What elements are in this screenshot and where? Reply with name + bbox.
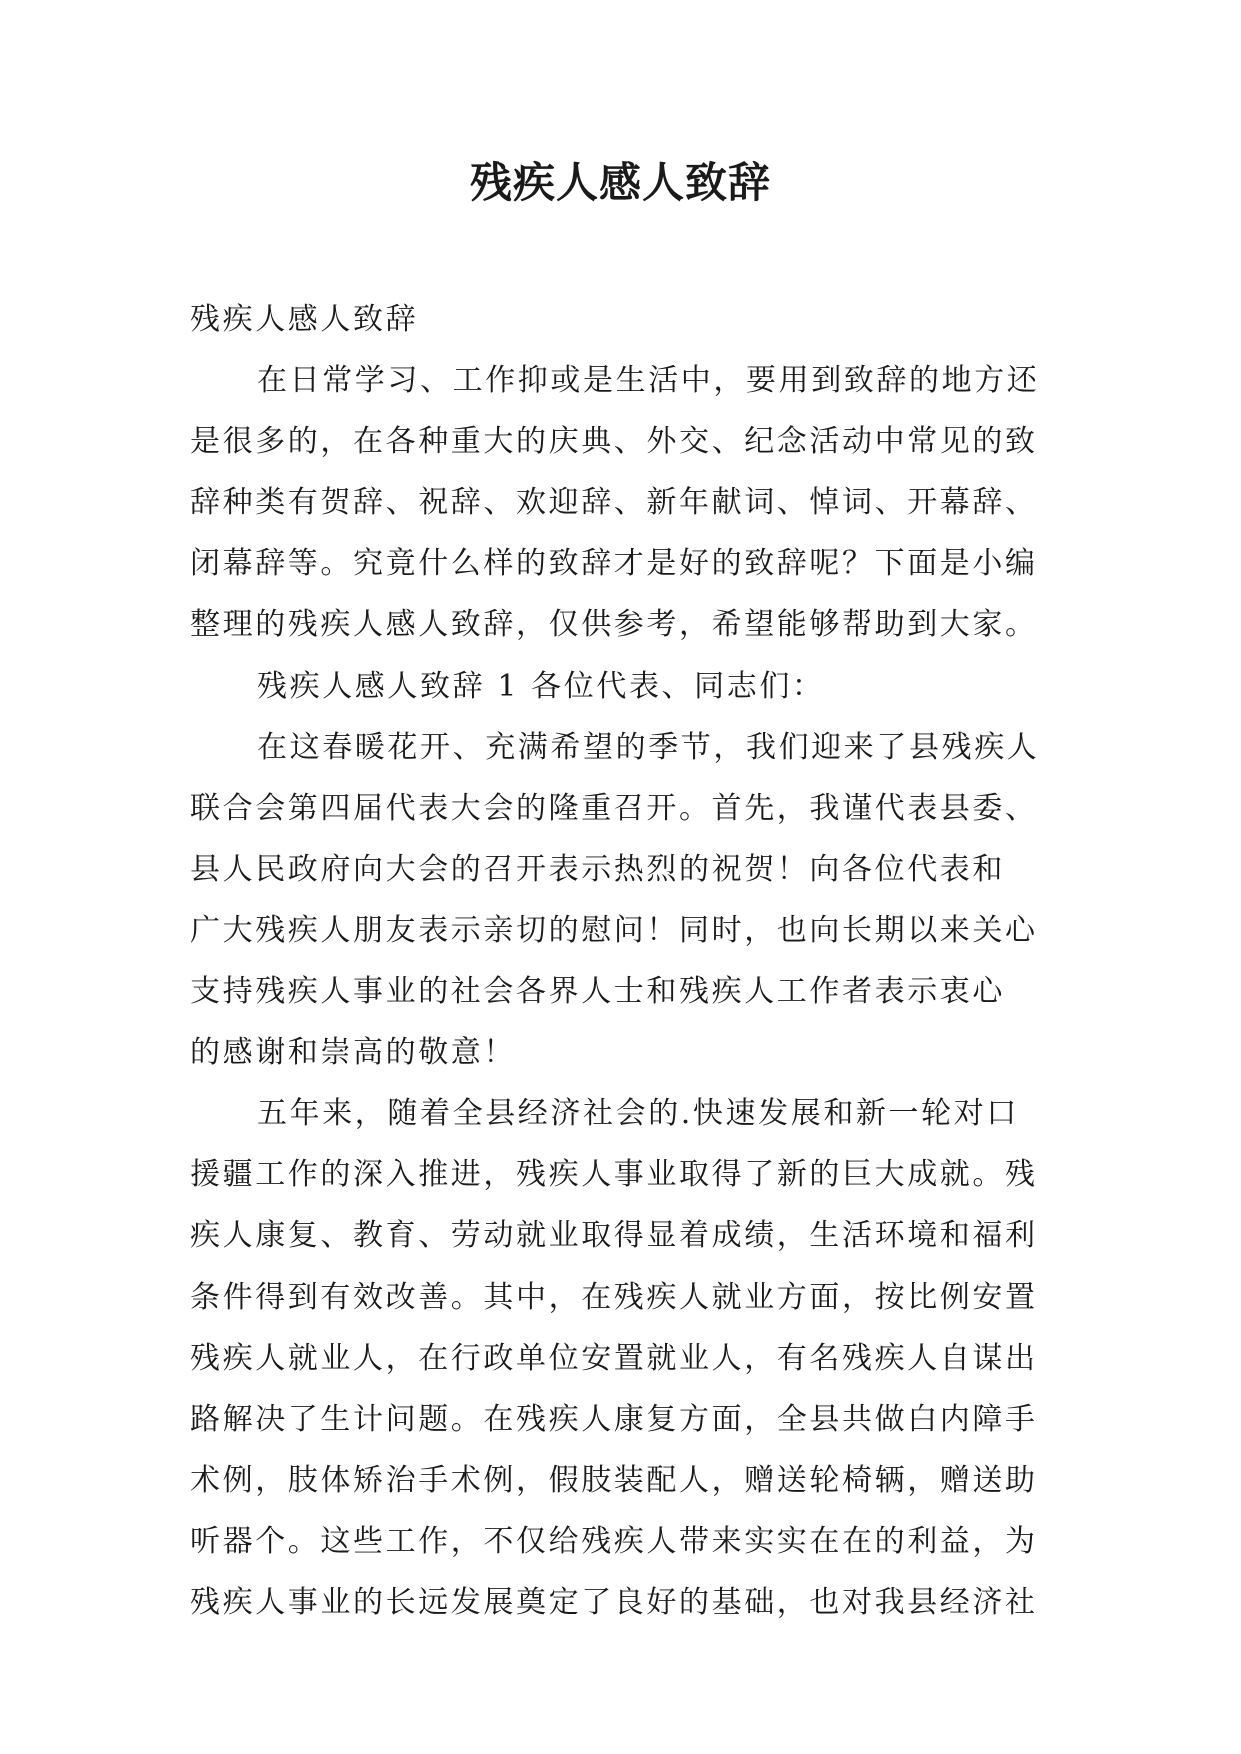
paragraph-line: 的感谢和崇高的敬意！: [190, 1035, 516, 1071]
paragraph-line: 条件得到有效改善。其中，在残疾人就业方面，按比例安置: [190, 1279, 1038, 1315]
paragraph-line: 疾人康复、教育、劳动就业取得显着成绩，生活环境和福利: [190, 1218, 1038, 1254]
paragraph-line: 支持残疾人事业的社会各界人士和残疾人工作者表示衷心: [190, 974, 1005, 1010]
paragraph-line: 在日常学习、工作抑或是生活中，要用到致辞的地方还: [257, 363, 1040, 399]
paragraph-line: 在这春暖花开、充满希望的季节，我们迎来了县残疾人: [257, 729, 1040, 765]
document-title: 残疾人感人致辞: [469, 158, 771, 207]
paragraph-line: 广大残疾人朋友表示亲切的慰问！同时，也向长期以来关心: [190, 912, 1038, 948]
paragraph-line: 县人民政府向大会的召开表示热烈的祝贺！向各位代表和: [190, 851, 1005, 887]
paragraph-line: 路解决了生计问题。在残疾人康复方面，全县共做白内障手: [190, 1401, 1038, 1437]
paragraph-line: 辞种类有贺辞、祝辞、欢迎辞、新年献词、悼词、开幕辞、: [190, 485, 1038, 521]
paragraph-line: 是很多的，在各种重大的庆典、外交、纪念活动中常见的致: [190, 424, 1038, 460]
paragraph-line: 五年来，随着全县经济社会的.快速发展和新一轮对口: [257, 1096, 1019, 1132]
paragraph-line: 整理的残疾人感人致辞，仅供参考，希望能够帮助到大家。: [190, 607, 1038, 643]
paragraph-line: 援疆工作的深入推进，残疾人事业取得了新的巨大成就。残: [190, 1157, 1038, 1193]
paragraph-line: 听器个。这些工作，不仅给残疾人带来实实在在的利益，为: [190, 1523, 1038, 1559]
paragraph-line: 残疾人感人致辞 1 各位代表、同志们：: [257, 668, 825, 704]
document-body: [190, 289, 1090, 1633]
document-subtitle: 残疾人感人致辞: [190, 302, 419, 337]
paragraph-line: 术例，肢体矫治手术例，假肢装配人，赠送轮椅辆，赠送助: [190, 1462, 1038, 1498]
paragraph-line: 闭幕辞等。究竟什么样的致辞才是好的致辞呢？下面是小编: [190, 546, 1038, 582]
paragraph-line: 残疾人就业人，在行政单位安置就业人，有名残疾人自谋出: [190, 1340, 1038, 1376]
paragraph-line: 残疾人事业的长远发展奠定了良好的基础，也对我县经济社: [190, 1584, 1038, 1620]
paragraph-line: 联合会第四届代表大会的隆重召开。首先，我谨代表县委、: [190, 790, 1038, 826]
